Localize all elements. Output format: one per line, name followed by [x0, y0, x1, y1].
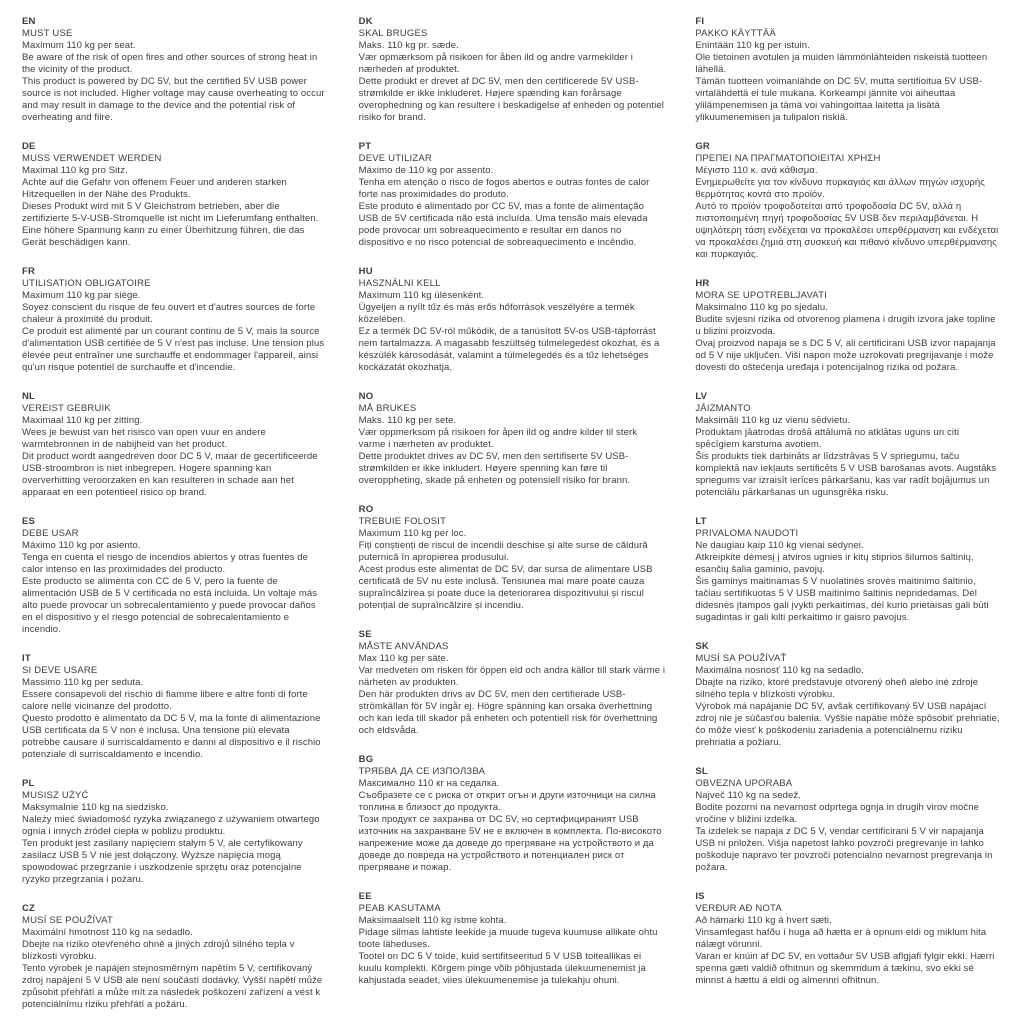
instruction-paragraph: Acest produs este alimentat de DC 5V, dar sursa de alimentare USB certificată de 5V nu este inclusă. Tensiunea mai mare poate cauza supraîncălzirea și poate duce la deteriorarea dispozitivului și riscul potențial de supraîncălzire și incendiu. — [358, 564, 653, 611]
instruction-paragraph: Dieses Produkt wird mit 5 V Gleichstrom betrieben, aber die zertifizierte 5-V-USB-Stromquelle ist nicht im Lieferumfang enthalten. Eine höhere Spannung kann zu einer Überhitzung führen, die das Gerät beschädigen kann. — [22, 201, 319, 248]
language-code: FI — [695, 16, 705, 27]
section-title: JĀIZMANTO — [695, 403, 751, 414]
instruction-paragraph: Maks. 110 kg per sete. — [358, 415, 457, 426]
instruction-paragraph: Dette produktet drives av DC 5V, men den sertifiserte 5V USB-strømkilden er ikke inkludert. Høyere spenning kan føre til overoppheting, skade på enheten og potensiell risiko for brann. — [358, 451, 631, 486]
language-code: EN — [22, 16, 36, 27]
instruction-paragraph: This product is powered by DC 5V, but the certified 5V USB power source is not included. Higher voltage may cause overheating to occur and may result in damage to the device and the potential risk of overheating and fiire. — [22, 76, 325, 123]
language-section-fi — [695, 16, 1002, 124]
language-code: SK — [695, 641, 709, 652]
section-title: UTILISATION OBLIGATOIRE — [22, 278, 151, 289]
instruction-paragraph: Največ 110 kg na sedež. — [695, 790, 801, 801]
instruction-paragraph: Este producto se alimenta con CC de 5 V, pero la fuente de alimentación USB de 5 V certificada no está incluida. Un voltaje más alto puede provocar un sobrecalentamiento y puede provocar daños en el dispositivo y el riesgo potencial de sobrecalentamiento e incendio. — [22, 576, 318, 635]
language-section-sk — [695, 641, 1002, 749]
section-title: MORA SE UPOTREBLJAVATI — [695, 290, 827, 301]
instruction-paragraph: Maximálna nosnosť 110 kg na sedadlo. — [695, 665, 864, 676]
instruction-paragraph: Šis gaminys maitinamas 5 V nuolatinės srovės maitinimo šaltinio, tačiau sertifikuotas 5 V USB maitinimo šaltinis nepridedamas. Dėl didesnės įtampos gali įvykti perkaitimas, dėl kurio prietaisas gali būti sugadintas ir gali kilti perkaitimo ir gaisro pavojus. — [695, 576, 989, 623]
language-code: LV — [695, 391, 708, 402]
section-title: MUSS VERWENDET WERDEN — [22, 153, 162, 164]
language-code: GR — [695, 141, 710, 152]
language-code: IS — [695, 891, 705, 902]
column-left — [22, 16, 329, 1028]
language-section-gr — [695, 141, 1002, 261]
instruction-paragraph: Maksimaalselt 110 kg istme kohta. — [358, 915, 507, 926]
language-section-dk — [359, 16, 666, 124]
instruction-paragraph: Šis produkts tiek darbināts ar līdzstrāvas 5 V spriegumu, taču komplektā nav iekļauts sertificēts 5 V USB barošanas avots. Augstāks spriegums var izraisīt ierīces pārkaršanu, kas var radīt bojājumus un potenciālu pārkaršanas un ugunsgrēka risku. — [695, 451, 997, 498]
section-title: MUST USE — [22, 28, 73, 39]
instruction-paragraph: Maximum 110 kg per loc. — [358, 528, 467, 539]
column-middle — [359, 16, 666, 1028]
section-title: ТРЯБВА ДА СЕ ИЗПОЛЗВА — [358, 766, 486, 777]
instruction-paragraph: Maximum 110 kg per seat. — [22, 40, 136, 51]
language-code: NL — [22, 391, 36, 402]
instruction-paragraph: Questo prodotto è alimentato da DC 5 V, ma la fonte di alimentazione USB certificata da 5 V non è inclusa. Una tensione più elevata potrebbe causare il surriscaldamento e danni al dispositivo e il rischio potenziale di surriscaldamento e incendio. — [22, 713, 321, 760]
instruction-paragraph: Maximální hmotnost 110 kg na sedadlo. — [22, 927, 193, 938]
instruction-paragraph: Máximo de 110 kg por assento. — [358, 165, 494, 176]
instruction-paragraph: Enintään 110 kg per istuin. — [695, 40, 810, 51]
language-section-es — [22, 516, 329, 636]
language-code: PT — [358, 141, 372, 152]
language-code: EE — [358, 891, 372, 902]
instruction-paragraph: Pidage silmas lahtiste leekide ja muude tugeva kuumuse allikate ohtu toote läheduses. — [358, 927, 658, 950]
instruction-paragraph: Należy mieć świadomość ryzyka związanego z używaniem otwartego ognia i innych źródeł ciepła w pobliżu produktu. — [22, 814, 320, 837]
instruction-paragraph: Tenha em atenção o risco de fogos abertos e outras fontes de calor forte nas proximidades do produto. — [358, 177, 650, 200]
instruction-paragraph: Ta izdelek se napaja z DC 5 V, vendar certificirani 5 V vir napajanja USB ni priložen. Višja napetost lahko povzroči pregrevanje in lahko poškoduje napravo ter povzroči potencialno nevarnost pregrevanja in požara. — [695, 826, 993, 873]
language-section-hr — [695, 278, 1002, 374]
instruction-paragraph: Vær oppmerksom på risikoen for åpen ild og andre kilder til sterk varme i nærheten av produktet. — [358, 427, 638, 450]
instruction-paragraph: Tootel on DC 5 V toide, kuid sertifitseeritud 5 V USB toiteallikas ei kuulu komplekti. Kõrgem pinge võib põhjustada ülekuumenemist ja kahjustada seadet, viies ülekuumenemise ja tulekahju ohuni. — [358, 951, 646, 986]
language-code: ES — [22, 516, 36, 527]
instruction-paragraph: Ten produkt jest zasilany napięciem stałym 5 V, ale certyfikowany zasilacz USB 5 V nie jest dołączony. Wyższe napięcia mogą spowodować przegrzanie i uszkodzenie sprzętu oraz potencjalne ryzyko przegrzania i pożaru. — [22, 838, 303, 885]
instruction-paragraph: Wees je bewust van het risisco van open vuur en andere warmtebronnen in de nabijheid van het product. — [22, 427, 266, 450]
instruction-paragraph: Máximo 110 kg por asiento. — [22, 540, 141, 551]
instruction-paragraph: Съобразете се с риска от открит огън и други източници на силна топлина в близост до продукта. — [358, 790, 656, 813]
section-title: MÅ BRUKES — [358, 403, 417, 414]
instruction-paragraph: Varan er knúin af DC 5V, en vottaður 5V USB aflgjafi fylgir ekki. Hærri spenna gæti valdið ofhitnun og skemmdum á tækinu, svo ekki sé minnst á hættu á eldi og almennri ofhitnun. — [695, 951, 995, 986]
language-section-se — [359, 629, 666, 737]
instruction-paragraph: Maksimalno 110 kg po sjedalu. — [695, 302, 828, 313]
instruction-paragraph: Að hámarki 110 kg á hvert sæti. — [695, 915, 832, 926]
section-title: MUSÍ SE POUŽÍVAT — [22, 915, 113, 926]
language-section-ro — [359, 504, 666, 612]
language-section-is — [695, 891, 1002, 987]
language-section-en — [22, 16, 329, 124]
instruction-paragraph: Atkreipkite dėmesį į atviros ugnies ir kitų stiprios šilumos šaltinių, esančių šalia gaminio, pavojų. — [695, 552, 974, 575]
language-section-cz — [22, 903, 329, 1011]
language-code: HR — [695, 278, 710, 289]
language-code: DK — [358, 16, 373, 27]
language-code: PL — [22, 778, 35, 789]
instruction-paragraph: Massimo 110 kg per seduta. — [22, 677, 144, 688]
instruction-paragraph: Bodite pozorni na nevarnost odprtega ognja in drugih virov močne vročine v bližini izdelka. — [695, 802, 979, 825]
instruction-paragraph: Maksimāli 110 kg uz vienu sēdvietu. — [695, 415, 851, 426]
instruction-paragraph: Achte auf die Gefahr von offenem Feuer und anderen starken Hitzequellen in der Nähe des Produkts. — [22, 177, 287, 200]
instruction-paragraph: Tenga en cuenta el riesgo de incendios abiertos y otras fuentes de calor intenso en las proximidades del producto. — [22, 552, 308, 575]
instruction-paragraph: Ne daugiau kaip 110 kg vienai sėdynei. — [695, 540, 864, 551]
instruction-paragraph: Výrobok má napájanie DC 5V, avšak certifikovaný 5V USB napájací zdroj nie je súčasťou balenia. Vyššie napätie môže spôsobiť prehriatie, čo môže viesť k poškodeniu zariadenia a potenciálnemu riziku prehriatia a požiaru. — [695, 701, 1000, 748]
language-section-pl — [22, 778, 329, 886]
instruction-paragraph: Maksymalnie 110 kg na siedzisko. — [22, 802, 169, 813]
section-title: MÅSTE ANVÄNDAS — [358, 641, 449, 652]
section-title: PRIVALOMA NAUDOTI — [695, 528, 799, 539]
instruction-paragraph: Μέγιστο 110 κ. ανά κάθισμα. — [695, 165, 818, 176]
instruction-paragraph: Ovaj proizvod napaja se s DC 5 V, ali certificirani USB izvor napajanja od 5 V nije uključen. Viši napon može uzrokovati pregrijavanje i može dovesti do oštećenja uređaja i potencijalnog rizika od požara. — [695, 338, 996, 373]
language-section-ee — [359, 891, 666, 987]
language-section-no — [359, 391, 666, 487]
section-title: SI DEVE USARE — [22, 665, 98, 676]
instruction-paragraph: Dette produkt er drevet af DC 5V, men den certificerede 5V USB-strømkilde er ikke inkluderet. Højere spænding kan forårsage overophedning og kan resultere i beskadigelse af enheden og potentiel risiko for brand. — [358, 76, 664, 123]
instruction-paragraph: Ügyeljen a nyílt tűz és más erős hőforrások veszélyére a termék közelében. — [358, 302, 635, 325]
section-title: VEREIST GEBRUIK — [22, 403, 111, 414]
instruction-paragraph: Essere consapevoli del rischio di fiamme libere e altre fonti di forte calore nelle vicinanze del prodotto. — [22, 689, 308, 712]
language-section-nl — [22, 391, 329, 499]
instruction-paragraph: Αυτό το προϊόν τροφοδοτείται από τροφοδοσία DC 5V, αλλά η πιστοποιημένη πηγή τροφοδοσίας 5V USB δεν περιλαμβάνεται. Η υψηλότερη τάση ενδέχεται να προκαλέσει υπερθέρμανση και ενδέχεται να προκαλέσει ζημιά στη συσκευή και πιθανό κίνδυνο υπερθέρμανσης και πυρκαγιάς. — [695, 201, 999, 260]
section-title: PEAB KASUTAMA — [358, 903, 441, 914]
language-code: FR — [22, 266, 36, 277]
language-section-it — [22, 653, 329, 761]
language-section-de — [22, 141, 329, 249]
language-section-lt — [695, 516, 1002, 624]
section-title: DEVE UTILIZAR — [358, 153, 432, 164]
instruction-paragraph: Tämän tuotteen voimanlähde on DC 5V, mutta sertifioitua 5V USB-virtalähdettä ei tule mukana. Korkeampi jännite voi aiheuttaa ylilämpenemisen ja tämä voi vahingoittaa laitetta ja lisätä ylikuumenemisen ja tulipalon riskiä. — [695, 76, 983, 123]
instruction-paragraph: Tento výrobek je napájen stejnosměrným napětím 5 V, certifikovaný zdroj napájení 5 V USB ale není součástí dodávky. Vyšší napětí může způsobit přehřátí a může mít za následek poškození zařízení a vést k potenciálnímu riziku přehřátí a požáru. — [22, 963, 323, 1010]
language-code: LT — [695, 516, 707, 527]
section-title: SKAL BRUGES — [358, 28, 428, 39]
instruction-paragraph: Максимално 110 кг на седалка. — [358, 778, 500, 789]
language-code: SE — [358, 629, 372, 640]
language-section-sl — [695, 766, 1002, 874]
language-section-fr — [22, 266, 329, 374]
instruction-paragraph: Vær opmærksom på risikoen for åben ild og andre varmekilder i nærheden af produktet. — [358, 52, 633, 75]
instruction-paragraph: Produktam jāatrodas drošā attālumā no atklātas uguns un citi spēcīgiem karstuma avotiem. — [695, 427, 960, 450]
instruction-paragraph: Maks. 110 kg pr. sæde. — [358, 40, 459, 51]
section-title: VERÐUR AÐ NOTA — [695, 903, 782, 914]
instruction-paragraph: Ole tietoinen avotulen ja muiden lämmönlähteiden riskeistä tuotteen lähellä. — [695, 52, 988, 75]
instruction-paragraph: Dbajte na riziko, ktoré predstavuje otvorený oheň alebo iné zdroje silného tepla v blízkosti výrobku. — [695, 677, 979, 700]
language-code: HU — [358, 266, 373, 277]
instruction-paragraph: Fiți conștienți de riscul de incendii deschise și alte surse de căldură puternică în apropierea produsului. — [358, 540, 648, 563]
language-code: BG — [358, 754, 374, 765]
language-section-lv — [695, 391, 1002, 499]
instruction-paragraph: Este produto é alimentado por CC 5V, mas a fonte de alimentação USB de 5V certificada não está incluída. Uma tensão mais elevada pode provocar um sobreaquecimento e resultar em danos no dispositivo e no risco potencial de sobreaquecimento e incêndio. — [358, 201, 648, 248]
instruction-paragraph: Den här produkten drivs av DC 5V, men den certifierade USB-strömkällan för 5V ingår ej. Högre spänning kan orsaka överhettning och kan leda till skador på enheten och potentiell risk för överhettning och eldsvåda. — [358, 689, 658, 736]
instruction-paragraph: Dit product wordt aangedreven door DC 5 V, maar de gecertificeerde USB-stroombron is niet inbegrepen. Hogere spanning kan oververhitting veroorzaken en kan resulteren in schade aan het apparaat en een potentieel risico op brand. — [22, 451, 318, 498]
section-title: MUSISZ UŻYĆ — [22, 790, 89, 801]
section-title: OBVEZNA UPORABA — [695, 778, 793, 789]
instruction-paragraph: Soyez conscient du risque de feu ouvert et d'autres sources de forte chaleur à proximité du produit. — [22, 302, 316, 325]
language-code: NO — [358, 391, 374, 402]
instruction-paragraph: Budite svjesni rizika od otvorenog plamena i drugih izvora jake topline u blizini proizvoda. — [695, 314, 996, 337]
instruction-paragraph: Maximal 110 kg pro Sitz. — [22, 165, 128, 176]
language-code: IT — [22, 653, 31, 664]
language-section-hu — [359, 266, 666, 374]
section-title: MUSÍ SA POUŽÍVAŤ — [695, 653, 787, 664]
instruction-paragraph: Var medveten om risken för öppen eld och andra källor till stark värme i närheten av produkten. — [358, 665, 666, 688]
section-title: TREBUIE FOLOSIT — [358, 516, 447, 527]
instruction-paragraph: Ce produit est alimenté par un courant continu de 5 V, mais la source d'alimentation USB certifiée de 5 V n'est pas incluse. Une tension plus élevée peut entraîner une surchauffe et endommager l'appareil, ainsi qu'un risque potentiel de surchauffe et d'incendie. — [22, 326, 325, 373]
column-right — [695, 16, 1002, 1028]
language-code: CZ — [22, 903, 36, 914]
language-code: DE — [22, 141, 36, 152]
instruction-paragraph: Ενημερωθείτε για τον κίνδυνο πυρκαγιάς και άλλων πηγών ισχυρής θερμότητας κοντά στο προϊόν. — [695, 177, 985, 200]
section-title: PAKKO KÄYTTÄÄ — [695, 28, 776, 39]
instruction-paragraph: Този продукт се захранва от DC 5V, но сертифицираният USB източник на захранване 5V не е включен в комплекта. По-високото напрежение може да доведе до прегряване на устройството и да доведе до повреда на устройството и потенциален риск от прегряване и пожар. — [358, 814, 662, 873]
instruction-paragraph: Ez a termék DC 5V-ról működik, de a tanúsított 5V-os USB-tápforrást nem tartalmazza. A magasabb feszültség túlmelegedést okozhat, és a készülék károsodását, valamint a túlmelegedés és a tűz lehetséges kockázatát okozhatja. — [358, 326, 660, 373]
language-section-bg — [359, 754, 666, 874]
instruction-paragraph: Vinsamlegast hafðu í huga að hætta er á opnum eldi og miklum hita nálægt vörunni. — [695, 927, 987, 950]
instruction-paragraph: Dbejte na riziko otevřeného ohně a jiných zdrojů silného tepla v blízkosti výrobku. — [22, 939, 295, 962]
section-title: ΠΡΕΠΕΙ ΝΑ ΠΡΑΓΜΑΤΟΠΟΙΕΙΤΑΙ ΧΡΗΣΗ — [695, 153, 881, 164]
language-code: RO — [358, 504, 374, 515]
section-title: DEBE USAR — [22, 528, 79, 539]
instruction-paragraph: Be aware of the risk of open fires and other sources of strong heat in the vicinity of the product. — [22, 52, 318, 75]
instruction-paragraph: Max 110 kg per säte. — [358, 653, 449, 664]
section-title: HASZNÁLNI KELL — [358, 278, 441, 289]
instruction-paragraph: Maximum 110 kg par siège. — [22, 290, 141, 301]
language-code: SL — [695, 766, 708, 777]
language-section-pt — [359, 141, 666, 249]
instruction-paragraph: Maximaal 110 kg per zitting. — [22, 415, 143, 426]
instruction-paragraph: Maximum 110 kg ülésenként. — [358, 290, 485, 301]
